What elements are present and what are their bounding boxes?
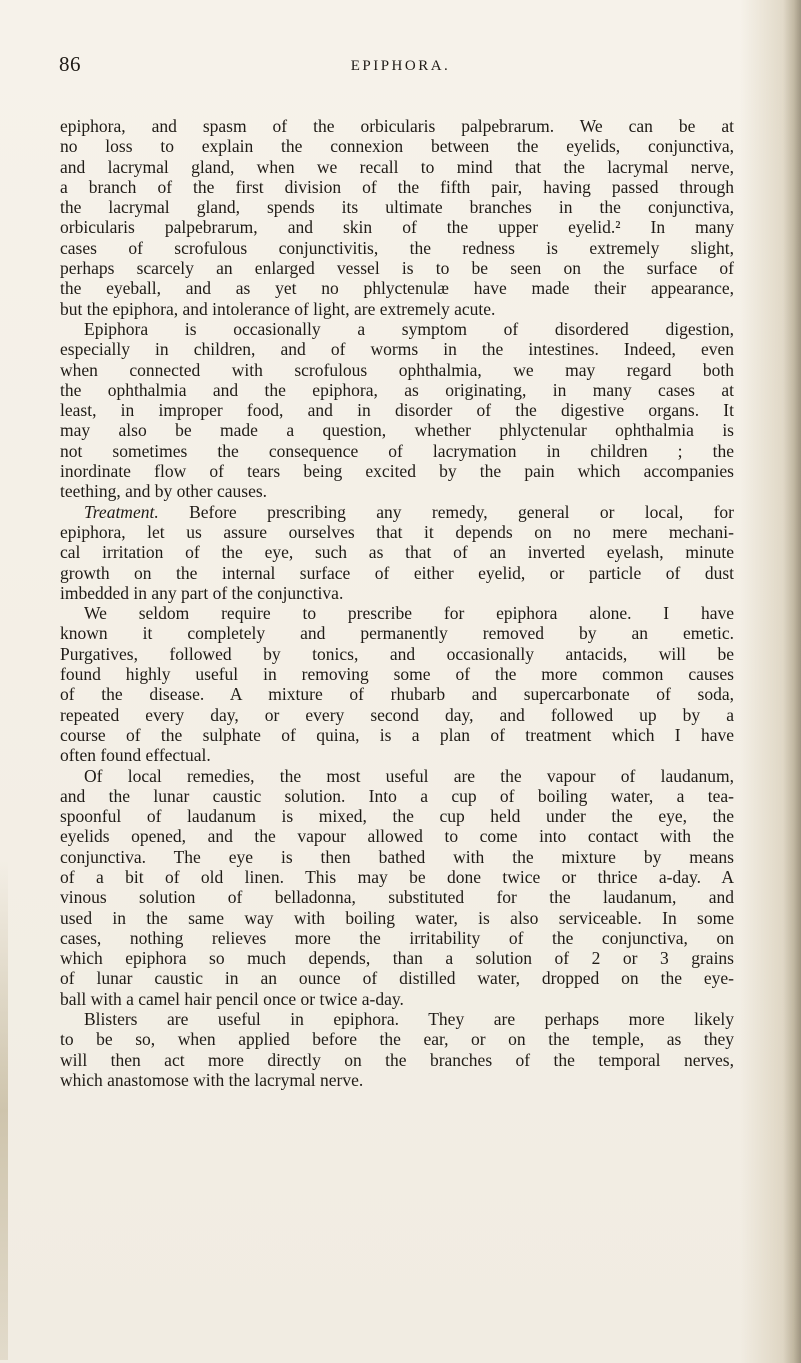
text-line: but the epiphora, and intolerance of light, are extremely acute. [60,298,496,319]
text-line: and the lunar caustic solution. Into a cup of boiling water, a tea- [60,785,734,806]
text-line: Epiphora is occasionally a symptom of disordered digestion, [84,318,734,339]
text-line: epiphora, let us assure ourselves that it depends on no mere mechani- [60,521,734,542]
text-line: conjunctiva. The eye is then bathed with the mixture by means [60,846,734,867]
page-header [0,52,801,82]
text-line: of lunar caustic in an ounce of distilled water, dropped on the eye- [60,968,734,989]
text-line: We seldom require to prescribe for epiphora alone. I have [84,603,734,624]
text-line: used in the same way with boiling water, is also serviceable. In some [60,907,734,928]
text-line: least, in improper food, and in disorder of the digestive organs. It [60,400,734,421]
text-line: cases of scrofulous conjunctivitis, the redness is extremely slight, [60,237,734,258]
text-line: imbedded in any part of the conjunctiva. [60,582,344,603]
text-line: Of local remedies, the most useful are the vapour of laudanum, [84,765,734,786]
text-line: not sometimes the consequence of lacrymation in children ; the [60,440,734,461]
text-line: when connected with scrofulous ophthalmia, we may regard both [60,359,734,380]
text-line: found highly useful in removing some of the more common causes [60,664,734,685]
text-line: perhaps scarcely an enlarged vessel is to be seen on the surface of [60,258,734,279]
section-heading: Treatment. [84,501,159,522]
page-number: 86 [59,52,81,76]
text-line: teething, and by other causes. [60,481,268,502]
text-line: a branch of the first division of the fifth pair, having passed through [60,176,734,197]
text-line: cal irritation of the eye, such as that of an inverted eyelash, minute [60,542,734,563]
text-line: the eyeball, and as yet no phlyctenulæ have made their appearance, [60,278,734,299]
text-line: often found effectual. [60,745,211,766]
text-line: repeated every day, or every second day, and followed up by a [60,704,734,725]
text-line: to be so, when applied before the ear, or on the temple, as they [60,1029,734,1050]
text-line: Blisters are useful in epiphora. They are perhaps more likely [84,1009,734,1030]
text-line: Purgatives, followed by tonics, and occasionally antacids, will be [60,643,734,664]
text-line: the lacrymal gland, spends its ultimate branches in the conjunctiva, [60,197,734,218]
text-line: known it completely and permanently removed by an emetic. [60,623,734,644]
text-line: will then act more directly on the branches of the temporal nerves, [60,1049,734,1070]
text-line: eyelids opened, and the vapour allowed to come into contact with the [60,826,734,847]
text-line: the ophthalmia and the epiphora, as originating, in many cases at [60,379,734,400]
text-line: ball with a camel hair pencil once or twice a-day. [60,988,404,1009]
text-line: inordinate flow of tears being excited by the pain which accompanies [60,461,734,482]
text-line: which epiphora so much depends, than a solution of 2 or 3 grains [60,948,734,969]
text-line: which anastomose with the lacrymal nerve. [60,1069,364,1090]
text-line: especially in children, and of worms in the intestines. Indeed, even [60,339,734,360]
text-line: orbicularis palpebrarum, and skin of the upper eyelid.² In many [60,217,734,238]
running-head: EPIPHORA. [350,58,451,74]
text-line: spoonful of laudanum is mixed, the cup held under the eye, the [60,806,734,827]
text-line: course of the sulphate of quina, is a plan of treatment which I have [60,724,734,745]
page-edge-shadow [783,0,801,1363]
text-line: growth on the internal surface of either eyelid, or particle of dust [60,562,734,583]
text-line: Treatment. Before prescribing any remedy, general or local, for [84,501,734,522]
text-line: and lacrymal gland, when we recall to mind that the lacrymal nerve, [60,156,734,177]
text-line: epiphora, and spasm of the orbicularis palpebrarum. We can be at [60,116,734,136]
text-line: of a bit of old linen. This may be done twice or thrice a-day. A [60,866,734,887]
page-foxing [0,860,8,1360]
text-line: may also be made a question, whether phlyctenular ophthalmia is [60,420,734,441]
text-line: cases, nothing relieves more the irritability of the conjunctiva, on [60,927,734,948]
text-line: no loss to explain the connexion between the eyelids, conjunctiva, [60,136,734,157]
text-line: of the disease. A mixture of rhubarb and supercarbonate of soda, [60,684,734,705]
body-text [60,116,734,1090]
text-line: vinous solution of belladonna, substituted for the laudanum, and [60,887,734,908]
